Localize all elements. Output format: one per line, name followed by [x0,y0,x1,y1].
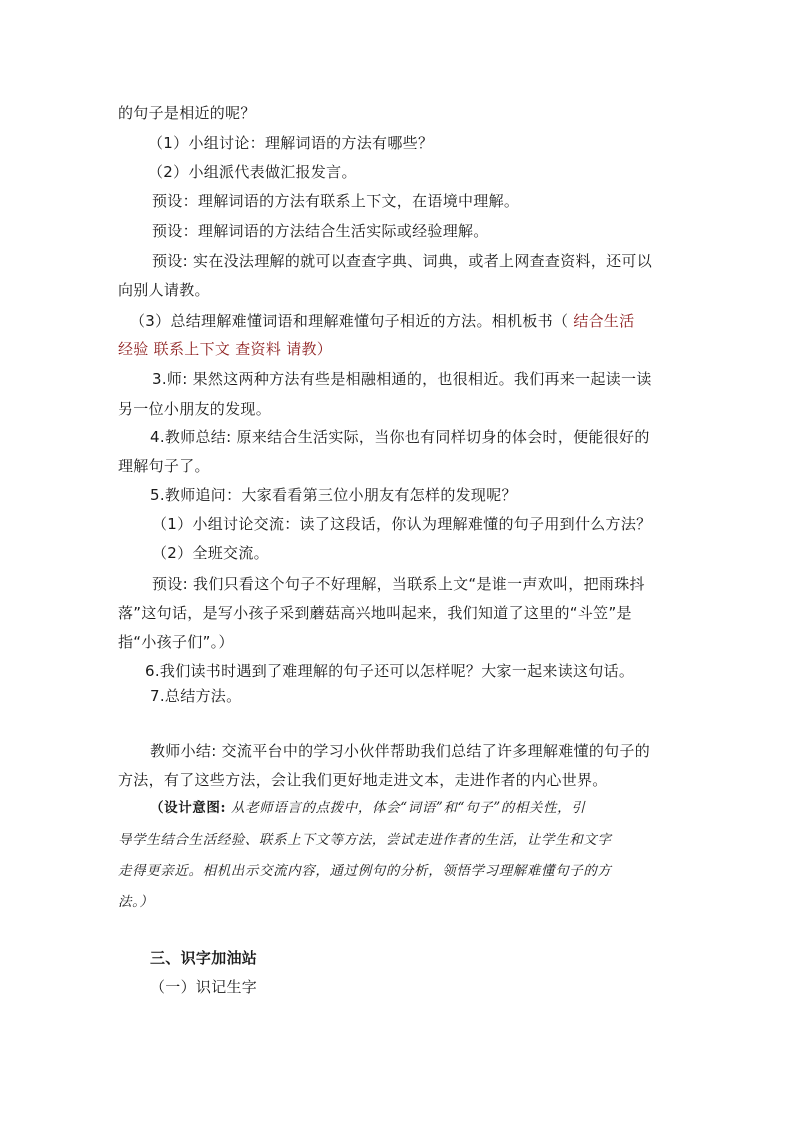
text-line: 向别人请教。 [118,281,210,299]
text-line: 的句子是相近的呢？ [118,104,256,122]
text-fragment: 从老师语言的点拨中，体会“词语”和“句子”的相关性，引 [226,800,586,816]
text-line: 预设: 实在没法理解的就可以查查字典、词典，或者上网查查资料，还可以 [152,252,653,270]
design-intent-line: 法。） [118,894,154,910]
section-subheading: （一）识记生字 [150,978,258,996]
board-note-text: 经验 联系上下文 查资料 请教） [118,340,333,358]
design-intent-line: 走得更亲近。相机出示交流内容，通过例句的分析，领悟学习理解难懂句子的方 [118,863,612,879]
text-fragment: （3）总结理解难懂词语和理解难懂句子相近的方法。相机板书（ [130,312,569,330]
text-line: 3.师: 果然这两种方法有些是相融相通的，也很相近。我们再来一起读一读 [152,370,652,388]
text-line: 预设: 我们只看这个句子不好理解，当联系上文“是谁一声欢叫，把雨珠抖 [152,575,645,593]
board-note-text: 结合生活 [568,312,635,330]
design-intent-label: （设计意图: [150,800,227,816]
text-line: 指“小孩子们”。） [118,633,234,651]
design-intent-line: 导学生结合生活经验、联系上下文等方法，尝试走进作者的生活，让学生和文字 [118,832,612,848]
text-line: 5.教师追问：大家看看第三位小朋友有怎样的发现呢？ [150,486,517,504]
text-line: 理解句子了。 [118,457,210,475]
text-line: 落”这句话，是写小孩子采到蘑菇高兴地叫起来，我们知道了这里的“斗笠”是 [118,604,632,622]
text-line: 另一位小朋友的发现。 [118,400,272,418]
text-line: 方法，有了这些方法，会让我们更好地走进文本，走进作者的内心世界。 [118,771,608,789]
board-summary-line [130,311,635,331]
text-line: （1）小组讨论交流：读了这段话，你认为理解难懂的句子用到什么方法？ [152,515,652,533]
text-line: （2）全班交流。 [152,544,269,562]
text-line: 6.我们读书时遇到了难理解的句子还可以怎样呢？大家一起来读这句话。 [145,662,635,680]
text-line: 预设：理解词语的方法结合生活实际或经验理解。 [152,222,489,240]
text-line: （1）小组讨论：理解词语的方法有哪些？ [148,134,434,152]
text-line: （2）小组派代表做汇报发言。 [148,163,357,181]
text-line: 7.总结方法。 [150,687,242,705]
text-line: 4.教师总结: 原来结合生活实际，当你也有同样切身的体会时，便能很好的 [150,428,650,446]
text-line: 教师小结: 交流平台中的学习小伙伴帮助我们总结了许多理解难懂的句子的 [150,742,651,760]
design-intent-line [150,798,585,818]
text-line: 预设：理解词语的方法有联系上下文，在语境中理解。 [152,192,520,210]
section-heading: 三、识字加油站 [150,949,258,967]
